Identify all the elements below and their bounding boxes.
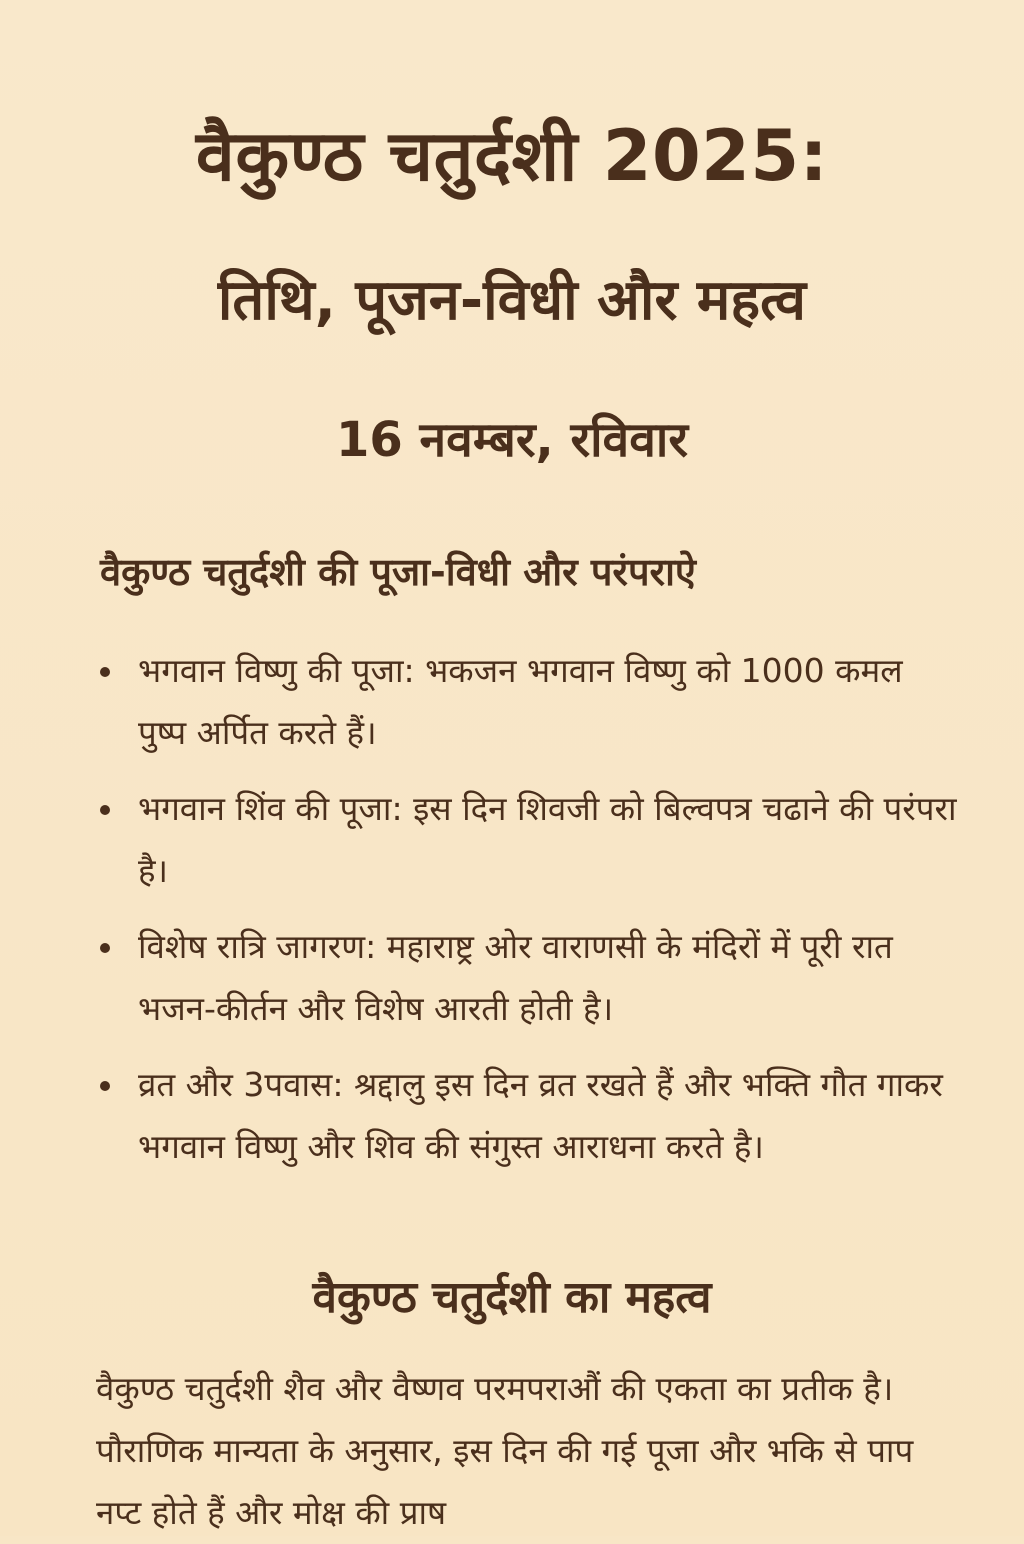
section-paragraph-mahatva: वैकुण्ठ चतुर्दशी शैव और वैष्णव परमपराऔं की एकता का प्रतीक है। पौराणिक मान्यता के अनुसार, इस दिन की गई पूजा और भकि से पाप नप्ट होते हैं और मोक्ष की प्राष xyxy=(96,1369,914,1532)
list-item-text: विशेष रात्रि जागरण: महाराष्ट्र ओर वाराणसी के मंदिरों में पूरी रात भजन-कीर्तन और विशेष आरती होती है। xyxy=(138,927,893,1028)
page-subtitle: तिथि, पूजन-विधी और महत्व xyxy=(217,268,807,333)
page-title: वैकुण्ठ चतुर्दशी 2025: xyxy=(195,115,829,197)
list-item xyxy=(100,1054,960,1178)
section-heading-mahatva: वैकुण्ठ चतुर्दशी का महत्व xyxy=(312,1272,712,1323)
list-item xyxy=(100,640,960,764)
list-item-text: भगवान विष्णु की पूजा: भकजन भगवान विष्णु को 1000 कमल पुष्प अर्पित करते हैं। xyxy=(138,651,903,752)
list-item-text: भगवान शिंव की पूजा: इस दिन शिवजी को बिल्वपत्र चढाने की परंपरा है। xyxy=(138,789,957,890)
bullet-icon xyxy=(100,1081,110,1091)
section-heading-puja-vidhi: वैकुण्ठ चतुर्दशी की पूजा-विधी और परंपराऐ xyxy=(100,550,696,594)
list-item xyxy=(100,916,960,1040)
list-item-text: व्रत और 3पवास: श्रद्दालु इस दिन व्रत रखते हैं और भक्ति गौत गाकर भगवान विष्णु और शिव की संगुस्त आराधना करते है। xyxy=(138,1065,943,1166)
list-item xyxy=(100,778,960,902)
bullet-icon xyxy=(100,667,110,677)
event-date: 16 नवम्बर, रविवार xyxy=(336,412,688,468)
bullet-icon xyxy=(100,805,110,815)
bullet-icon xyxy=(100,943,110,953)
puja-vidhi-list xyxy=(100,640,960,1192)
